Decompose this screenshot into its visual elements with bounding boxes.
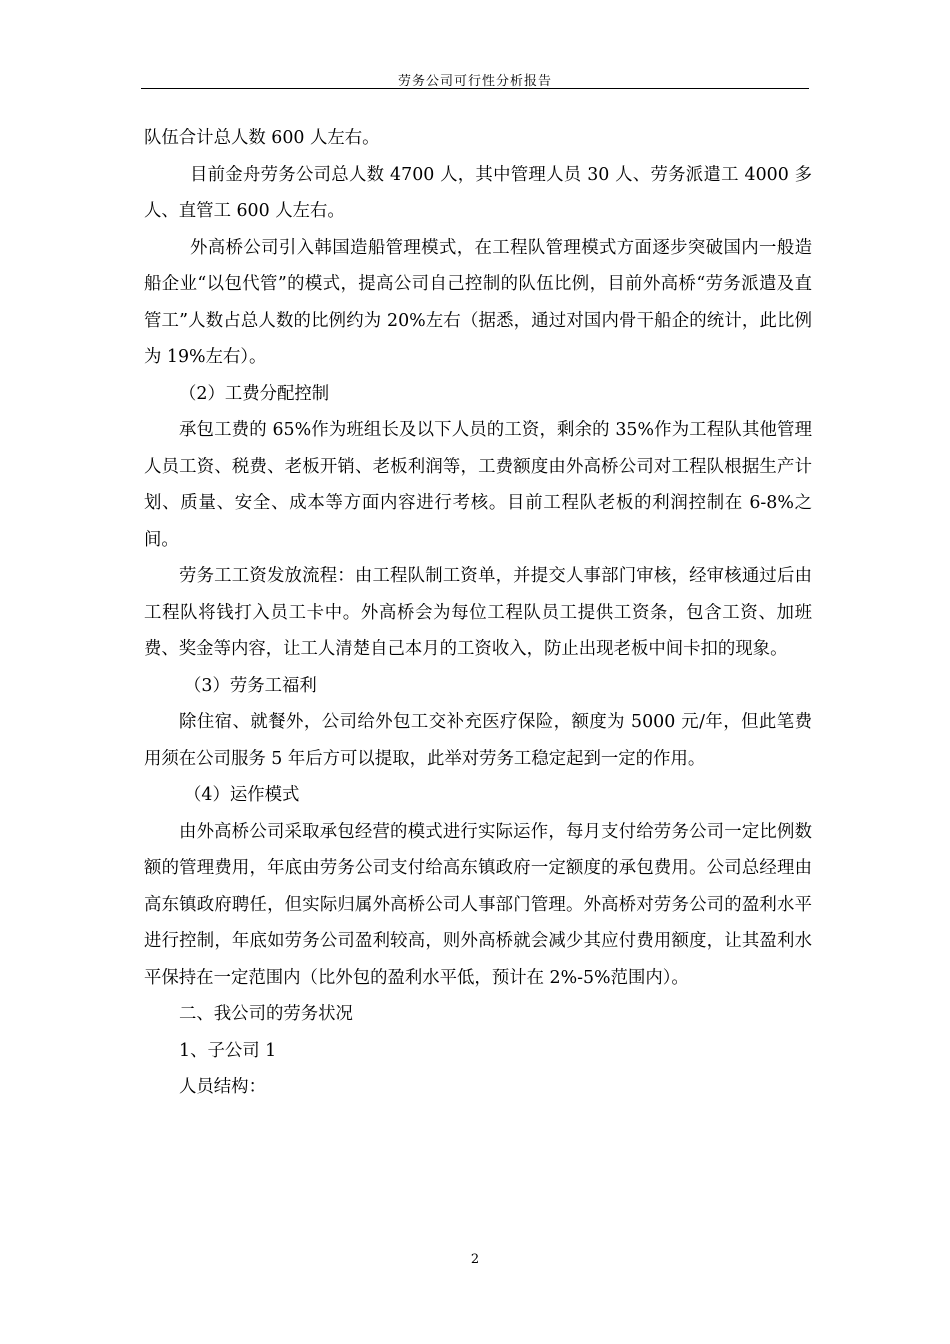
paragraph-jinzhou-headcount: 目前金舟劳务公司总人数 4700 人，其中管理人员 30 人、劳务派遣工 4000 多人、直管工 600 人左右。 — [144, 164, 812, 221]
section-heading-wage-control: （2）工费分配控制 — [179, 383, 330, 404]
paragraph-operation-mode: 由外高桥公司采取承包经营的模式进行实际运作，每月支付给劳务公司一定比例数额的管理费用，年底由劳务公司支付给高东镇政府一定额度的承包费用。公司总经理由高东镇政府聘任，但实际归属外高桥公司人事部门管理。外高桥对劳务公司的盈利水平进行控制，年底如劳务公司盈利较高，则外高桥就会减少其应付费用额度，让其盈利水平保持在一定范围内（比外包的盈利水平低，预计在 2%-5%范围内）。 — [144, 821, 812, 988]
paragraph-wage-process: 劳务工工资发放流程：由工程队制工资单，并提交人事部门审核，经审核通过后由工程队将钱打入员工卡中。外高桥会为每位工程队员工提供工资条，包含工资、加班费、奖金等内容，让工人清楚自己本月的工资收入，防止出现老板中间卡扣的现象。 — [144, 566, 812, 659]
paragraph-waigaoqiao-model: 外高桥公司引入韩国造船管理模式，在工程队管理模式方面逐步突破国内一般造船企业“以包代管”的模式，提高公司自己控制的队伍比例，目前外高桥“劳务派遣及直管工”人数占总人数的比例约为 20%左右（据悉，通过对国内骨干船企的统计，此比例为 19%左右）。 — [144, 237, 812, 367]
paragraph-wage-allocation: 承包工费的 65%作为班组长及以下人员的工资，剩余的 35%作为工程队其他管理人员工资、税费、老板开销、老板利润等，工费额度由外高桥公司对工程队根据生产计划、质量、安全、成本等方面内容进行考核。目前工程队老板的利润控制在 6-8%之间。 — [144, 420, 812, 550]
section-heading-our-labor: 二、我公司的劳务状况 — [179, 1004, 353, 1024]
section-heading-operation-mode: （4）运作模式 — [184, 785, 300, 805]
header-title: 劳务公司可行性分析报告 — [397, 74, 552, 89]
document-body — [144, 120, 812, 1106]
page-header — [141, 66, 809, 89]
paragraph-team-total: 队伍合计总人数 600 人左右。 — [144, 128, 380, 148]
page-number: 2 — [470, 1252, 480, 1267]
section-heading-staff-structure: 人员结构： — [179, 1077, 266, 1097]
paragraph-welfare: 除住宿、就餐外，公司给外包工交补充医疗保险，额度为 5000 元/年，但此笔费用须在公司服务 5 年后方可以提取，此举对劳务工稳定起到一定的作用。 — [144, 712, 812, 769]
section-heading-subsidiary-1: 1、子公司 1 — [179, 1040, 277, 1061]
section-heading-welfare: （3）劳务工福利 — [184, 675, 317, 696]
